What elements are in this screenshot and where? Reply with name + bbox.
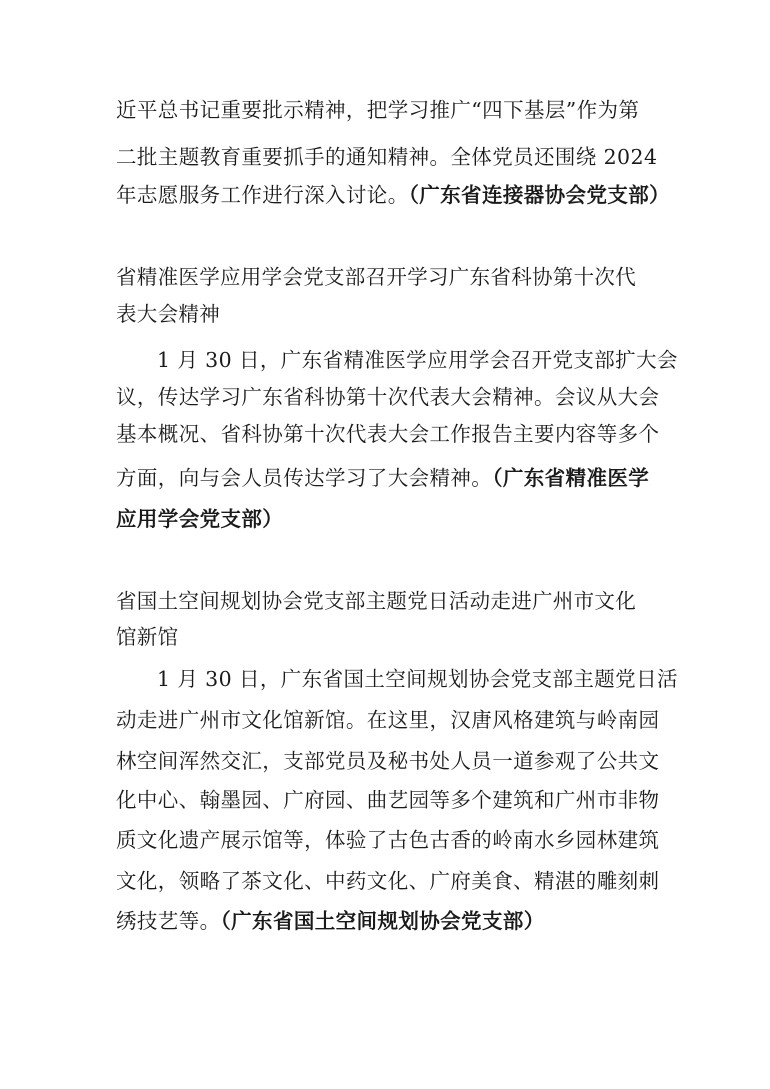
body-line: 1 月 30 日，广东省国土空间规划协会党支部主题党日活 bbox=[157, 667, 678, 691]
body-line: 议，传达学习广东省科协第十次代表大会精神。会议从大会 bbox=[116, 385, 660, 409]
body-line: 质文化遗产展示馆等，体验了古色古香的岭南水乡园林建筑 bbox=[116, 828, 660, 852]
body-text: 方面，向与会人员传达学习了大会精神。 bbox=[116, 466, 493, 490]
source-attribution: 应用学会党支部） bbox=[116, 507, 284, 531]
body-line: 文化，领略了茶文化、中药文化、广府美食、精湛的雕刻刺 bbox=[116, 869, 660, 893]
body-line: 林空间浑然交汇，支部党员及秘书处人员一道参观了公共文 bbox=[116, 749, 660, 773]
body-line: 1 月 30 日，广东省精准医学应用学会召开党支部扩大会 bbox=[157, 348, 678, 372]
body-line bbox=[116, 907, 545, 935]
source-attribution: （广东省连接器协会党支部） bbox=[408, 183, 671, 207]
body-line: 近平总书记重要批示精神，把学习推广“四下基层”作为第 bbox=[116, 98, 640, 122]
body-line: 基本概况、省科协第十次代表大会工作报告主要内容等多个 bbox=[116, 422, 660, 446]
body-line bbox=[116, 181, 670, 209]
source-attribution: （广东省国土空间规划协会党支部） bbox=[220, 909, 545, 933]
article-title: 馆新馆 bbox=[116, 625, 179, 649]
article-title: 表大会精神 bbox=[116, 302, 220, 326]
article-title: 省国土空间规划协会党支部主题党日活动走进广州市文化 bbox=[116, 589, 636, 613]
body-line: 化中心、翰墨园、广府园、曲艺园等多个建筑和广州市非物 bbox=[116, 788, 660, 812]
article-title: 省精准医学应用学会党支部召开学习广东省科协第十次代 bbox=[116, 265, 636, 289]
body-text: 年志愿服务工作进行深入讨论。 bbox=[116, 183, 409, 207]
body-line bbox=[116, 464, 649, 492]
body-line: 动走进广州市文化馆新馆。在这里，汉唐风格建筑与岭南园 bbox=[116, 708, 660, 732]
body-line: 二批主题教育重要抓手的通知精神。全体党员还围绕 2024 bbox=[116, 145, 658, 169]
body-text: 绣技艺等。 bbox=[116, 909, 221, 933]
source-attribution: （广东省精准医学 bbox=[492, 466, 650, 490]
